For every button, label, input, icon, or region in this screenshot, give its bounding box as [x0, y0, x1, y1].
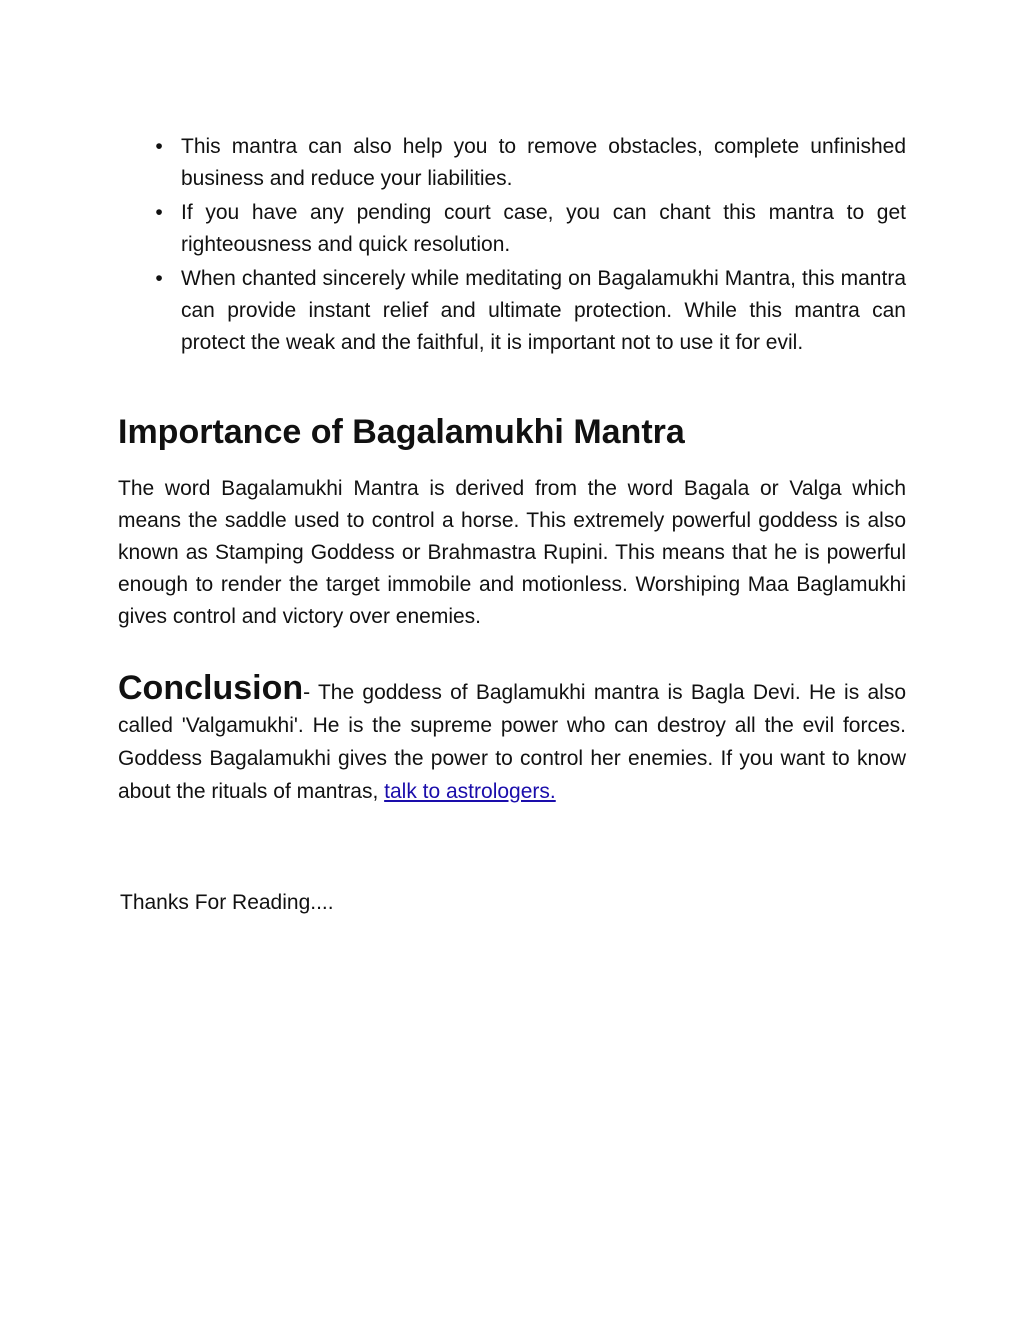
bullet-text: If you have any pending court case, you can chant this mantra to get righteousness and quick resolution. [181, 201, 906, 256]
conclusion-paragraph [118, 669, 906, 808]
bullet-item-protection [118, 263, 906, 359]
importance-paragraph: The word Bagalamukhi Mantra is derived from the word Bagala or Valga which means the saddle used to control a horse. This extremely powerful goddess is also known as Stamping Goddess or Brahmastra Rupini. This means that he is powerful enough to render the target immobile and motionless. Worshiping Maa Baglamukhi gives control and victory over enemies. [118, 477, 906, 628]
bullet-text: When chanted sincerely while meditating on Bagalamukhi Mantra, this mantra can provide instant relief and ultimate protection. While this mantra can protect the weak and the faithful, it is important not to use it for evil. [181, 267, 906, 354]
conclusion-text: - The goddess of Baglamukhi mantra is Bagla Devi. He is also called 'Valgamukhi'. He is the supreme power who can destroy all the evil forces. Goddess Bagalamukhi gives the power to control her enemies. If you want to know about the rituals of mantras, [118, 681, 906, 803]
bullet-item-court-case [118, 197, 906, 261]
benefits-bullet-list [118, 131, 906, 361]
talk-to-astrologers-link[interactable]: talk to astrologers. [384, 780, 556, 803]
conclusion-label: Conclusion [118, 669, 304, 707]
thanks-text: Thanks For Reading.... [120, 891, 334, 914]
bullet-marker: • [155, 201, 163, 224]
bullet-item-obstacles [118, 131, 906, 195]
importance-heading: Importance of Bagalamukhi Mantra [118, 413, 685, 451]
bullet-marker: • [155, 267, 163, 290]
bullet-marker: • [155, 135, 163, 158]
bullet-text: This mantra can also help you to remove obstacles, complete unfinished business and reduce your liabilities. [181, 135, 906, 190]
